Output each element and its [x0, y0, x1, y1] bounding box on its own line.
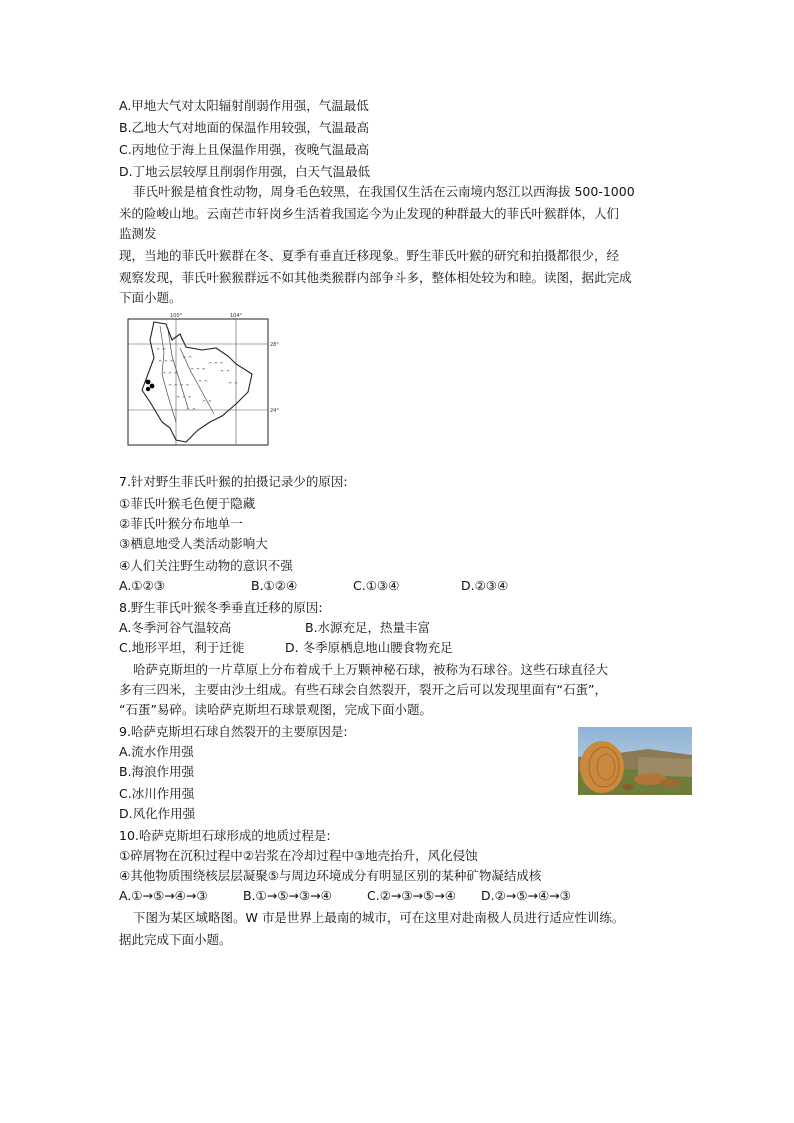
q8-option-b: B.水源充足，热量丰富 — [305, 620, 431, 635]
svg-text:^ ^: ^ ^ — [228, 382, 238, 388]
q9-option-b: B.海浪作用强 — [119, 764, 195, 779]
q7-item: ③栖息地受人类活动影响大 — [119, 536, 268, 551]
passage2-line: “石蛋”易碎。读哈萨克斯坦石球景观图，完成下面小题。 — [119, 702, 432, 717]
passage3-line: 据此完成下面小题。 — [119, 932, 232, 947]
q8-option-d: D. 冬季原栖息地山腰食物充足 — [285, 640, 453, 655]
svg-text:^ ^: ^ ^ — [202, 400, 212, 406]
q8-stem: 8.野生菲氏叶猴冬季垂直迁移的原因: — [119, 600, 323, 615]
svg-text:^ ^ ^: ^ ^ ^ — [162, 372, 178, 378]
q7-item: ①菲氏叶猴毛色便于隐藏 — [119, 496, 256, 511]
q10-option-d: D.②→⑤→④→③ — [481, 888, 571, 903]
yunnan-map-figure — [124, 312, 279, 449]
passage2-line: 多有三四米，主要由沙土组成。有些石球会自然裂开，裂开之后可以发现里面有“石蛋”， — [119, 682, 607, 697]
passage1-line: 下面小题。 — [119, 290, 182, 305]
stone-ball — [580, 741, 624, 793]
passage1-line: 监测发 — [119, 226, 157, 241]
q7-item: ④人们关注野生动物的意识不强 — [119, 558, 293, 573]
svg-text:^ ^: ^ ^ — [156, 348, 166, 354]
q10-option-a: A.①→⑤→④→③ — [119, 888, 208, 903]
q7-option-b: B.①②④ — [251, 578, 298, 593]
q9-stem: 9.哈萨克斯坦石球自然裂开的主要原因是: — [119, 724, 348, 739]
passage1-line: 菲氏叶猴是植食性动物，周身毛色较黑，在我国仅生活在云南境内怒江以西海拔 500-1000 — [133, 184, 635, 199]
svg-text:^ ^: ^ ^ — [186, 408, 196, 414]
passage1-line: 现，当地的菲氏叶猴群在冬、夏季有垂直迁移现象。野生菲氏叶猴的研究和拍摄都很少，经 — [119, 248, 620, 263]
q7-option-d: D.②③④ — [461, 578, 509, 593]
q8-option-a: A.冬季河谷气温较高 — [119, 620, 232, 635]
lat-label-bottom: 24° — [270, 408, 279, 414]
svg-text:^ ^: ^ ^ — [198, 380, 208, 386]
passage2-line: 哈萨克斯坦的一片草原上分布着成千上万颗神秘石球，被称为石球谷。这些石球直径大 — [133, 662, 609, 677]
q7-option-c: C.①③④ — [353, 578, 400, 593]
q7-option-a: A.①②③ — [119, 578, 165, 593]
svg-text:^ ^: ^ ^ — [182, 356, 192, 362]
lat-label-top: 28° — [270, 342, 279, 348]
svg-text:^ ^ ^: ^ ^ ^ — [208, 362, 224, 368]
q9-option-a: A.流水作用强 — [119, 744, 194, 759]
q10-stem: 10.哈萨克斯坦石球形成的地质过程是: — [119, 828, 331, 843]
prev-option-d: D.丁地云层较厚且削弱作用强，白天气温最低 — [119, 164, 371, 179]
q10-items-line1: ①碎屑物在沉积过程中②岩浆在冷却过程中③地壳抬升，风化侵蚀 — [119, 848, 478, 863]
passage3-line: 下图为某区域略图。W 市是世界上最南的城市，可在这里对赴南极人员进行适应性训练。 — [133, 910, 625, 925]
stone-ball-photo — [578, 727, 692, 795]
passage1-line: 米的险峻山地。云南芒市轩岗乡生活着我国迄今为止发现的种群最大的菲氏叶猴群体，人们 — [119, 206, 620, 221]
prev-option-b: B.乙地大气对地面的保温作用较强，气温最高 — [119, 120, 370, 135]
q10-option-b: B.①→⑤→③→④ — [243, 888, 332, 903]
prev-option-c: C.丙地位于海上且保温作用强，夜晚气温最高 — [119, 142, 370, 157]
q10-options — [119, 886, 571, 906]
q8-option-c: C.地形平坦，利于迁徙 — [119, 640, 245, 655]
lon-label-right: 104° — [230, 313, 243, 319]
q10-items-line2: ④其他物质围绕核层层凝聚⑤与周边环境成分有明显区别的某种矿物凝结成核 — [119, 868, 542, 883]
q8-options-line2 — [119, 638, 453, 658]
svg-text:^ ^ ^: ^ ^ ^ — [190, 368, 206, 374]
svg-text:^ ^ ^ ^: ^ ^ ^ ^ — [168, 384, 190, 390]
q7-item: ②菲氏叶猴分布地单一 — [119, 516, 243, 531]
lon-label-left: 100° — [170, 313, 183, 319]
svg-text:^ ^ ^: ^ ^ ^ — [176, 396, 192, 402]
passage1-line: 观察发现，菲氏叶猴猴群远不如其他类猴群内部争斗多，整体相处较为和睦。读图，据此完成 — [119, 270, 632, 285]
q9-option-d: D.风化作用强 — [119, 806, 196, 821]
q7-stem: 7.针对野生菲氏叶猴的拍摄记录少的原因: — [119, 474, 348, 489]
q9-option-c: C.冰川作用强 — [119, 786, 195, 801]
q8-options-line1 — [119, 618, 430, 638]
svg-text:^ ^: ^ ^ — [220, 370, 230, 376]
q7-options — [119, 576, 508, 596]
prev-option-a: A.甲地大气对太阳辐射削弱作用强，气温最低 — [119, 98, 369, 113]
svg-text:^ ^ ^: ^ ^ ^ — [158, 360, 174, 366]
q10-option-c: C.②→③→⑤→④ — [367, 888, 456, 903]
